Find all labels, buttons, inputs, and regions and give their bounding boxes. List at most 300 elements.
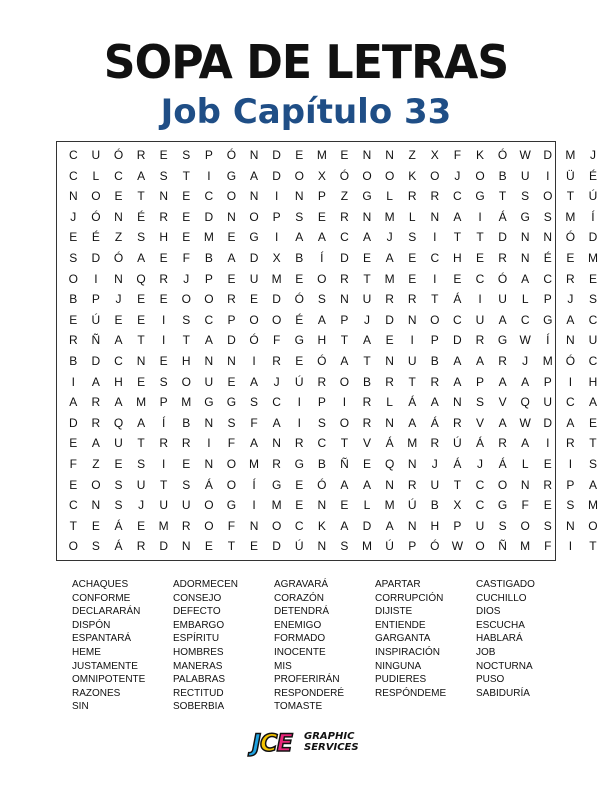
grid-cell[interactable]: Ú [385,539,394,554]
grid-cell[interactable]: C [543,271,553,286]
grid-cell[interactable]: G [294,456,304,471]
grid-cell[interactable]: Ó [113,250,124,265]
grid-cell[interactable]: L [386,189,393,204]
grid-cell[interactable]: A [137,250,146,265]
grid-cell[interactable]: T [69,518,77,533]
grid-cell[interactable]: C [114,168,123,183]
grid-cell[interactable]: K [475,148,484,162]
grid-cell[interactable]: Í [252,477,256,492]
grid-cell[interactable]: C [68,498,78,513]
grid-cell[interactable]: I [207,168,211,183]
grid-cell[interactable]: A [204,333,213,348]
grid-cell[interactable]: E [204,539,213,554]
grid-cell[interactable]: P [543,292,552,307]
grid-cell[interactable]: A [114,333,123,348]
grid-cell[interactable]: E [340,498,349,513]
grid-cell[interactable]: L [521,456,529,471]
grid-cell[interactable]: E [295,148,304,162]
grid-cell[interactable]: O [249,312,259,327]
grid-cell[interactable]: A [340,353,349,368]
grid-cell[interactable]: T [137,436,145,451]
grid-cell[interactable]: A [114,395,123,410]
grid-cell[interactable]: Ú [294,539,304,554]
grid-cell[interactable]: B [69,353,78,368]
grid-cell[interactable]: J [386,230,393,245]
grid-cell[interactable]: N [566,518,575,533]
grid-cell[interactable]: J [567,292,574,307]
grid-cell[interactable]: N [249,148,259,162]
grid-cell[interactable]: N [91,498,101,513]
grid-cell[interactable]: P [204,148,213,162]
grid-cell[interactable]: B [69,292,78,307]
grid-cell[interactable]: Q [113,415,124,430]
grid-cell[interactable]: D [272,148,281,162]
grid-cell[interactable]: N [227,209,236,224]
grid-cell[interactable]: E [408,250,417,265]
grid-cell[interactable]: S [114,498,123,513]
grid-cell[interactable]: H [588,374,598,389]
grid-cell[interactable]: A [137,415,146,430]
grid-cell[interactable]: R [543,477,553,492]
grid-cell[interactable]: A [385,518,394,533]
grid-cell[interactable]: N [114,271,123,286]
grid-cell[interactable]: C [272,395,281,410]
grid-cell[interactable]: E [159,148,168,162]
grid-cell[interactable]: A [363,477,372,492]
grid-cell[interactable]: D [272,292,281,307]
grid-cell[interactable]: A [566,312,575,327]
grid-cell[interactable]: U [407,353,417,368]
grid-cell[interactable]: N [204,456,214,471]
grid-cell[interactable]: I [568,456,573,471]
grid-cell[interactable]: N [249,518,259,533]
grid-cell[interactable]: R [272,353,281,368]
grid-cell[interactable]: G [226,498,237,513]
grid-cell[interactable]: A [566,415,575,430]
grid-cell[interactable]: R [136,539,146,554]
grid-cell[interactable]: O [226,456,237,471]
grid-cell[interactable]: I [478,209,482,224]
grid-cell[interactable]: V [498,395,507,410]
grid-cell[interactable]: P [317,189,326,204]
grid-cell[interactable]: X [272,250,281,265]
grid-cell[interactable]: E [385,333,394,348]
grid-cell[interactable]: F [227,518,236,533]
grid-cell[interactable]: S [137,456,146,471]
grid-cell[interactable]: I [433,271,437,286]
grid-cell[interactable]: A [498,415,507,430]
grid-cell[interactable]: A [363,333,372,348]
grid-cell[interactable]: Ó [317,353,327,368]
grid-cell[interactable]: R [340,271,349,286]
grid-cell[interactable]: N [68,189,78,204]
grid-cell[interactable]: C [340,230,349,245]
grid-cell[interactable]: L [363,498,371,513]
grid-cell[interactable]: I [568,374,573,389]
grid-cell[interactable]: B [430,353,439,368]
grid-cell[interactable]: E [295,353,304,368]
grid-cell[interactable]: L [521,292,529,307]
grid-cell[interactable]: A [340,518,349,533]
grid-cell[interactable]: K [317,518,326,533]
grid-cell[interactable]: Q [136,271,146,286]
grid-cell[interactable]: A [317,312,326,327]
grid-cell[interactable]: A [453,353,462,368]
grid-cell[interactable]: P [475,374,484,389]
grid-cell[interactable]: O [543,189,553,204]
grid-cell[interactable]: E [227,374,236,389]
grid-cell[interactable]: M [520,539,531,554]
grid-cell[interactable]: T [498,189,507,204]
grid-cell[interactable]: M [316,148,327,162]
grid-cell[interactable]: N [317,498,327,513]
grid-cell[interactable]: C [204,312,214,327]
grid-cell[interactable]: E [69,436,78,451]
grid-cell[interactable]: D [362,518,372,533]
grid-cell[interactable]: R [159,209,168,224]
grid-cell[interactable]: B [204,250,213,265]
grid-cell[interactable]: T [137,333,145,348]
grid-cell[interactable]: G [362,189,372,204]
grid-cell[interactable]: H [453,250,462,265]
grid-cell[interactable]: N [407,518,417,533]
grid-cell[interactable]: O [430,168,440,183]
grid-cell[interactable]: Á [453,456,462,471]
grid-cell[interactable]: I [410,333,414,348]
grid-cell[interactable]: T [476,230,484,245]
grid-cell[interactable]: I [342,395,347,410]
grid-cell[interactable]: O [430,312,440,327]
grid-cell[interactable]: A [430,395,439,410]
grid-cell[interactable]: O [475,539,485,554]
grid-cell[interactable]: E [543,456,552,471]
grid-cell[interactable]: B [317,456,326,471]
grid-cell[interactable]: O [362,168,372,183]
grid-cell[interactable]: P [408,539,417,554]
grid-cell[interactable]: Á [204,477,213,492]
grid-cell[interactable]: O [91,477,101,492]
grid-cell[interactable]: O [204,498,214,513]
grid-cell[interactable]: R [407,189,417,204]
grid-cell[interactable]: S [317,292,326,307]
grid-cell[interactable]: C [114,353,123,368]
grid-cell[interactable]: I [162,333,166,348]
grid-cell[interactable]: F [182,250,190,265]
grid-cell[interactable]: T [363,353,371,368]
grid-cell[interactable]: H [317,333,327,348]
grid-cell[interactable]: T [566,189,575,204]
grid-cell[interactable]: S [543,518,552,533]
grid-cell[interactable]: E [543,498,552,513]
grid-cell[interactable]: P [159,395,168,410]
grid-cell[interactable]: O [520,518,530,533]
grid-cell[interactable]: Ñ [91,333,101,348]
grid-cell[interactable]: A [588,395,597,410]
grid-cell[interactable]: P [317,395,326,410]
grid-cell[interactable]: Í [320,250,324,265]
grid-cell[interactable]: M [407,436,418,451]
grid-cell[interactable]: É [137,209,146,224]
grid-cell[interactable]: Á [408,395,417,410]
grid-cell[interactable]: Q [384,456,395,471]
grid-cell[interactable]: O [271,518,282,533]
grid-cell[interactable]: E [182,230,191,245]
grid-cell[interactable]: H [114,374,123,389]
grid-cell[interactable]: T [589,539,597,554]
grid-cell[interactable]: Á [385,436,394,451]
grid-cell[interactable]: R [430,374,440,389]
grid-cell[interactable]: E [182,209,191,224]
grid-cell[interactable]: C [204,189,214,204]
grid-cell[interactable]: É [543,250,552,265]
grid-cell[interactable]: P [430,333,439,348]
grid-cell[interactable]: U [362,292,372,307]
grid-cell[interactable]: Ó [565,353,576,368]
grid-cell[interactable]: R [362,415,372,430]
grid-cell[interactable]: É [295,312,304,327]
grid-cell[interactable]: D [453,333,462,348]
grid-cell[interactable]: D [543,415,553,430]
grid-cell[interactable]: U [475,312,485,327]
grid-cell[interactable]: U [498,292,507,307]
grid-cell[interactable]: A [250,168,259,183]
grid-cell[interactable]: D [272,168,281,183]
grid-cell[interactable]: N [249,189,259,204]
grid-cell[interactable]: C [68,168,78,183]
grid-cell[interactable]: D [385,312,394,327]
grid-cell[interactable]: S [227,415,236,430]
grid-cell[interactable]: K [408,168,417,183]
grid-cell[interactable]: W [519,415,531,430]
grid-cell[interactable]: S [408,230,417,245]
grid-cell[interactable]: R [362,395,372,410]
grid-cell[interactable]: T [589,436,597,451]
grid-cell[interactable]: D [159,539,168,554]
grid-cell[interactable]: R [453,415,462,430]
grid-cell[interactable]: D [272,539,281,554]
grid-cell[interactable]: H [181,353,191,368]
grid-cell[interactable]: J [70,209,77,224]
grid-cell[interactable]: E [159,250,168,265]
grid-cell[interactable]: Z [408,148,416,162]
grid-cell[interactable]: R [272,456,281,471]
grid-cell[interactable]: Ó [294,292,304,307]
grid-cell[interactable]: Í [162,415,166,430]
grid-cell[interactable]: N [430,209,440,224]
grid-cell[interactable]: D [91,353,101,368]
grid-cell[interactable]: Ú [91,312,101,327]
grid-cell[interactable]: A [521,374,530,389]
grid-cell[interactable]: S [91,539,100,554]
grid-cell[interactable]: U [249,271,259,286]
grid-cell[interactable]: Ñ [498,539,507,554]
grid-cell[interactable]: R [385,292,394,307]
grid-cell[interactable]: U [91,148,101,162]
grid-cell[interactable]: R [498,250,507,265]
grid-cell[interactable]: U [159,498,168,513]
grid-cell[interactable]: N [362,209,372,224]
grid-cell[interactable]: I [162,456,166,471]
grid-cell[interactable]: N [407,312,417,327]
grid-cell[interactable]: R [430,436,440,451]
grid-cell[interactable]: E [475,250,484,265]
grid-cell[interactable]: S [250,395,259,410]
grid-cell[interactable]: E [137,374,146,389]
grid-cell[interactable]: E [182,189,191,204]
grid-cell[interactable]: G [497,498,508,513]
grid-cell[interactable]: O [68,539,78,554]
grid-cell[interactable]: A [137,168,146,183]
grid-cell[interactable]: R [181,436,191,451]
grid-cell[interactable]: Q [520,395,530,410]
grid-cell[interactable]: A [521,436,530,451]
grid-cell[interactable]: C [566,395,575,410]
grid-cell[interactable]: R [159,271,168,286]
grid-cell[interactable]: Ú [453,436,462,451]
grid-cell[interactable]: Ú [407,498,417,513]
grid-cell[interactable]: N [317,539,327,554]
grid-cell[interactable]: M [136,395,147,410]
grid-cell[interactable]: R [181,518,191,533]
grid-cell[interactable]: D [340,250,349,265]
grid-cell[interactable]: G [475,189,485,204]
grid-cell[interactable]: M [158,518,169,533]
grid-cell[interactable]: S [566,498,575,513]
grid-cell[interactable]: G [271,477,282,492]
grid-cell[interactable]: L [92,168,100,183]
grid-cell[interactable]: O [68,271,78,286]
grid-cell[interactable]: Ó [497,148,508,162]
grid-cell[interactable]: A [453,374,462,389]
grid-cell[interactable]: É [588,168,597,183]
grid-cell[interactable]: E [588,415,597,430]
grid-cell[interactable]: N [227,353,236,368]
grid-cell[interactable]: R [407,292,417,307]
grid-cell[interactable]: Á [430,415,439,430]
grid-cell[interactable]: G [294,333,304,348]
grid-cell[interactable]: N [136,353,146,368]
grid-cell[interactable]: T [363,271,371,286]
grid-cell[interactable]: S [114,477,123,492]
grid-cell[interactable]: I [274,230,279,245]
grid-cell[interactable]: N [407,456,417,471]
grid-cell[interactable]: E [114,189,123,204]
grid-cell[interactable]: V [363,436,372,451]
grid-cell[interactable]: E [295,498,304,513]
grid-cell[interactable]: U [430,477,440,492]
grid-cell[interactable]: R [475,333,485,348]
grid-cell[interactable]: M [587,250,598,265]
grid-cell[interactable]: F [453,148,462,162]
grid-cell[interactable]: T [453,230,462,245]
grid-cell[interactable]: I [207,436,211,451]
grid-cell[interactable]: N [181,539,191,554]
grid-cell[interactable]: P [453,518,462,533]
grid-cell[interactable]: Í [546,333,550,348]
grid-cell[interactable]: M [542,353,553,368]
grid-cell[interactable]: G [226,168,237,183]
grid-cell[interactable]: A [385,250,394,265]
grid-cell[interactable]: U [114,436,123,451]
grid-cell[interactable]: M [181,395,192,410]
grid-cell[interactable]: B [363,374,372,389]
grid-cell[interactable]: R [159,436,168,451]
grid-cell[interactable]: Á [453,292,462,307]
grid-cell[interactable]: N [543,230,553,245]
grid-cell[interactable]: O [497,477,508,492]
grid-cell[interactable]: E [137,312,146,327]
grid-cell[interactable]: O [204,292,214,307]
grid-cell[interactable]: A [408,415,417,430]
grid-cell[interactable]: E [295,477,304,492]
grid-cell[interactable]: E [250,539,259,554]
grid-cell[interactable]: F [521,498,529,513]
grid-cell[interactable]: X [430,148,439,162]
grid-cell[interactable]: C [430,250,440,265]
grid-cell[interactable]: A [295,230,304,245]
grid-cell[interactable]: O [249,209,259,224]
grid-cell[interactable]: X [453,498,462,513]
grid-cell[interactable]: I [297,395,301,410]
grid-cell[interactable]: R [340,209,349,224]
grid-cell[interactable]: E [317,209,326,224]
grid-cell[interactable]: J [183,271,190,286]
grid-cell[interactable]: S [69,250,78,265]
grid-cell[interactable]: P [543,374,552,389]
grid-cell[interactable]: M [203,230,214,245]
grid-cell[interactable]: Ó [565,230,576,245]
grid-cell[interactable]: N [385,353,394,368]
grid-cell[interactable]: H [430,518,440,533]
grid-cell[interactable]: N [340,292,349,307]
grid-cell[interactable]: E [69,230,78,245]
grid-cell[interactable]: T [182,333,190,348]
grid-cell[interactable]: C [294,518,304,533]
grid-cell[interactable]: B [182,415,191,430]
grid-cell[interactable]: C [588,353,598,368]
grid-cell[interactable]: S [159,168,168,183]
grid-cell[interactable]: J [115,292,122,307]
grid-cell[interactable]: É [91,230,100,245]
grid-cell[interactable]: U [543,395,553,410]
grid-cell[interactable]: L [408,209,416,224]
grid-cell[interactable]: E [340,148,349,162]
grid-cell[interactable]: E [69,312,78,327]
grid-cell[interactable]: A [475,353,484,368]
grid-cell[interactable]: E [114,312,123,327]
grid-cell[interactable]: I [297,415,301,430]
grid-cell[interactable]: R [566,436,575,451]
grid-cell[interactable]: E [91,518,100,533]
grid-cell[interactable]: Ó [317,477,327,492]
grid-cell[interactable]: W [451,539,464,554]
grid-cell[interactable]: F [544,539,552,554]
grid-cell[interactable]: E [159,292,168,307]
grid-cell[interactable]: N [294,189,304,204]
grid-cell[interactable]: N [114,209,123,224]
grid-cell[interactable]: O [226,477,237,492]
grid-cell[interactable]: D [204,209,214,224]
grid-cell[interactable]: F [272,333,281,348]
grid-cell[interactable]: P [340,312,349,327]
grid-cell[interactable]: O [317,271,327,286]
grid-cell[interactable]: S [588,456,597,471]
grid-cell[interactable]: N [520,250,530,265]
grid-cell[interactable]: P [566,477,575,492]
grid-cell[interactable]: O [271,312,282,327]
grid-cell[interactable]: W [519,148,531,162]
grid-cell[interactable]: T [340,333,349,348]
